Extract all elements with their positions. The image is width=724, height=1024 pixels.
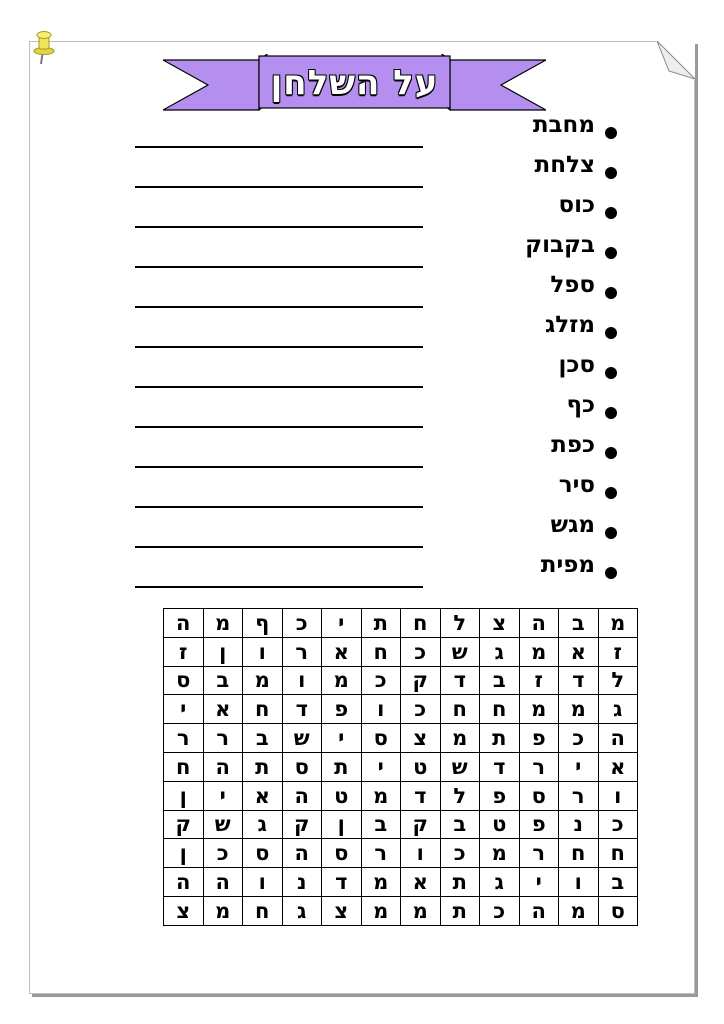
grid-cell[interactable]: ה — [164, 609, 204, 638]
grid-cell[interactable]: מ — [361, 868, 401, 897]
word-label: ספל — [550, 272, 595, 298]
grid-cell[interactable]: ר — [559, 781, 599, 810]
grid-cell[interactable]: ש — [282, 724, 322, 753]
grid-cell[interactable]: ל — [440, 781, 480, 810]
word-row-7 — [135, 352, 617, 400]
grid-row — [164, 666, 638, 695]
grid-cell[interactable]: ק — [401, 666, 441, 695]
grid-cell[interactable]: צ — [401, 724, 441, 753]
answer-line — [135, 586, 423, 588]
word-label: בקבוק — [525, 232, 595, 258]
bullet-icon — [605, 367, 617, 379]
grid-cell[interactable]: ס — [243, 839, 283, 868]
grid-cell[interactable]: ה — [203, 868, 243, 897]
grid-cell[interactable]: ו — [559, 868, 599, 897]
bullet-icon — [605, 127, 617, 139]
grid-cell[interactable]: מ — [401, 896, 441, 925]
grid-cell[interactable]: י — [519, 868, 559, 897]
grid-cell[interactable]: צ — [164, 896, 204, 925]
grid-cell[interactable]: מ — [203, 609, 243, 638]
grid-row — [164, 752, 638, 781]
grid-cell[interactable]: ב — [440, 810, 480, 839]
word-row-8 — [135, 392, 617, 440]
grid-cell[interactable]: ק — [164, 810, 204, 839]
grid-cell[interactable]: ד — [322, 868, 362, 897]
grid-cell[interactable]: ו — [282, 666, 322, 695]
bullet-icon — [605, 567, 617, 579]
grid-cell[interactable]: ן — [322, 810, 362, 839]
grid-cell[interactable]: ג — [598, 695, 638, 724]
word-search-grid — [163, 608, 638, 926]
bullet-icon — [605, 287, 617, 299]
grid-cell[interactable]: ב — [361, 810, 401, 839]
grid-cell[interactable]: י — [322, 609, 362, 638]
grid-cell[interactable]: ב — [559, 609, 599, 638]
grid-cell[interactable]: כ — [361, 666, 401, 695]
grid-cell[interactable]: מ — [322, 666, 362, 695]
grid-row — [164, 637, 638, 666]
answer-line — [135, 466, 423, 468]
grid-cell[interactable]: ר — [203, 724, 243, 753]
grid-cell[interactable]: ב — [598, 868, 638, 897]
answer-line — [135, 146, 423, 148]
word-row-10 — [135, 472, 617, 520]
word-label: סכן — [558, 352, 595, 378]
grid-cell[interactable]: ד — [401, 781, 441, 810]
grid-cell[interactable]: ת — [361, 609, 401, 638]
grid-cell[interactable]: ן — [164, 839, 204, 868]
word-row-9 — [135, 432, 617, 480]
word-row-2 — [135, 152, 617, 200]
grid-cell[interactable]: ג — [480, 868, 520, 897]
grid-cell[interactable]: כ — [480, 896, 520, 925]
grid-cell[interactable]: י — [361, 752, 401, 781]
answer-line — [135, 226, 423, 228]
grid-cell[interactable]: א — [203, 695, 243, 724]
grid-cell[interactable]: ת — [480, 724, 520, 753]
grid-cell[interactable]: ז — [598, 637, 638, 666]
answer-line — [135, 186, 423, 188]
grid-cell[interactable]: ו — [243, 637, 283, 666]
answer-line — [135, 546, 423, 548]
grid-cell[interactable]: כ — [203, 839, 243, 868]
grid-cell[interactable]: ח — [401, 609, 441, 638]
grid-cell[interactable]: ה — [519, 896, 559, 925]
grid-cell[interactable]: ה — [598, 724, 638, 753]
grid-cell[interactable]: ו — [243, 868, 283, 897]
grid-cell[interactable]: מ — [559, 695, 599, 724]
grid-cell[interactable]: ח — [480, 695, 520, 724]
pushpin-icon — [30, 30, 58, 66]
grid-cell[interactable]: ט — [480, 810, 520, 839]
grid-row — [164, 868, 638, 897]
grid-row — [164, 810, 638, 839]
grid-cell[interactable]: כ — [559, 724, 599, 753]
grid-cell[interactable]: פ — [519, 810, 559, 839]
grid-cell[interactable]: ח — [598, 839, 638, 868]
grid-cell[interactable]: פ — [322, 695, 362, 724]
grid-cell[interactable]: ח — [559, 839, 599, 868]
word-label: מחבת — [532, 112, 595, 138]
grid-cell[interactable]: כ — [282, 609, 322, 638]
grid-cell[interactable]: ת — [440, 896, 480, 925]
grid-cell[interactable]: ף — [243, 609, 283, 638]
grid-cell[interactable]: ת — [322, 752, 362, 781]
grid-cell[interactable]: ה — [282, 781, 322, 810]
grid-cell[interactable]: א — [598, 752, 638, 781]
word-label: כף — [566, 392, 595, 418]
grid-cell[interactable]: ן — [164, 781, 204, 810]
grid-cell[interactable]: ד — [559, 666, 599, 695]
grid-cell[interactable]: מ — [361, 781, 401, 810]
grid-cell[interactable]: ל — [440, 609, 480, 638]
grid-cell[interactable]: א — [322, 637, 362, 666]
grid-cell[interactable]: ש — [440, 637, 480, 666]
page-curl-icon — [657, 41, 695, 79]
grid-cell[interactable]: ד — [440, 666, 480, 695]
word-label: כפת — [551, 432, 595, 458]
grid-cell[interactable]: ד — [480, 752, 520, 781]
grid-cell[interactable]: צ — [480, 609, 520, 638]
grid-cell[interactable]: מ — [243, 666, 283, 695]
word-label: מגש — [550, 512, 595, 538]
grid-cell[interactable]: ג — [480, 637, 520, 666]
grid-cell[interactable]: ט — [401, 752, 441, 781]
grid-row — [164, 839, 638, 868]
grid-cell[interactable]: ק — [401, 810, 441, 839]
grid-cell[interactable]: ג — [243, 810, 283, 839]
grid-cell[interactable]: ל — [598, 666, 638, 695]
grid-cell[interactable]: ר — [282, 637, 322, 666]
grid-row — [164, 724, 638, 753]
grid-cell[interactable]: פ — [480, 781, 520, 810]
word-row-4 — [135, 232, 617, 280]
answer-line — [135, 426, 423, 428]
grid-cell[interactable]: ח — [361, 637, 401, 666]
grid-cell[interactable]: ס — [361, 724, 401, 753]
word-label: סיר — [558, 472, 595, 498]
grid-cell[interactable]: ר — [164, 724, 204, 753]
grid-cell[interactable]: ס — [164, 666, 204, 695]
grid-cell[interactable]: מ — [519, 695, 559, 724]
grid-cell[interactable]: ר — [519, 752, 559, 781]
grid-cell[interactable]: ו — [598, 781, 638, 810]
word-label: צלחת — [534, 152, 595, 178]
grid-cell[interactable]: ז — [519, 666, 559, 695]
grid-cell[interactable]: ה — [164, 868, 204, 897]
grid-row — [164, 781, 638, 810]
grid-cell[interactable]: י — [322, 724, 362, 753]
grid-cell[interactable]: כ — [440, 839, 480, 868]
answer-line — [135, 386, 423, 388]
grid-cell[interactable]: ס — [598, 896, 638, 925]
grid-cell[interactable]: ב — [203, 666, 243, 695]
grid-cell[interactable]: ן — [203, 637, 243, 666]
grid-cell[interactable]: מ — [598, 609, 638, 638]
grid-cell[interactable]: ה — [203, 752, 243, 781]
grid-cell[interactable]: ה — [519, 609, 559, 638]
grid-row — [164, 695, 638, 724]
grid-cell[interactable]: ב — [480, 666, 520, 695]
grid-cell[interactable]: נ — [559, 810, 599, 839]
grid-cell[interactable]: ב — [243, 724, 283, 753]
word-label: מפית — [540, 552, 595, 578]
grid-cell[interactable]: ר — [519, 839, 559, 868]
answer-line — [135, 266, 423, 268]
answer-line — [135, 306, 423, 308]
grid-cell[interactable]: ס — [519, 781, 559, 810]
page-title: על השלחן — [270, 63, 439, 103]
grid-cell[interactable]: ה — [282, 839, 322, 868]
bullet-icon — [605, 247, 617, 259]
grid-cell[interactable]: א — [243, 781, 283, 810]
grid-cell[interactable]: מ — [480, 839, 520, 868]
grid-cell[interactable]: ח — [164, 752, 204, 781]
grid-row — [164, 609, 638, 638]
grid-cell[interactable]: ס — [322, 839, 362, 868]
grid-row — [164, 896, 638, 925]
grid-cell[interactable]: ד — [282, 695, 322, 724]
bullet-icon — [605, 327, 617, 339]
grid-cell[interactable]: ו — [401, 839, 441, 868]
grid-cell[interactable]: ס — [282, 752, 322, 781]
grid-cell[interactable]: כ — [401, 637, 441, 666]
grid-cell[interactable]: ח — [440, 695, 480, 724]
grid-cell[interactable]: ת — [440, 868, 480, 897]
grid-cell[interactable]: מ — [440, 724, 480, 753]
word-label: מזלג — [544, 312, 595, 338]
bullet-icon — [605, 447, 617, 459]
word-row-12 — [135, 552, 617, 600]
grid-cell[interactable]: מ — [519, 637, 559, 666]
grid-cell[interactable]: ת — [243, 752, 283, 781]
grid-cell[interactable]: ג — [282, 896, 322, 925]
bullet-icon — [605, 167, 617, 179]
grid-cell[interactable]: ח — [243, 695, 283, 724]
grid-cell[interactable]: ש — [203, 810, 243, 839]
grid-cell[interactable]: א — [401, 868, 441, 897]
grid-cell[interactable]: ז — [164, 637, 204, 666]
bullet-icon — [605, 407, 617, 419]
bullet-icon — [605, 527, 617, 539]
grid-cell[interactable]: ו — [361, 695, 401, 724]
grid-cell[interactable]: צ — [322, 896, 362, 925]
answer-line — [135, 346, 423, 348]
grid-cell[interactable]: פ — [519, 724, 559, 753]
word-label: כוס — [558, 192, 595, 218]
grid-cell[interactable]: ק — [282, 810, 322, 839]
grid-cell[interactable]: א — [559, 637, 599, 666]
grid-cell[interactable]: י — [559, 752, 599, 781]
grid-cell[interactable]: י — [164, 695, 204, 724]
grid-cell[interactable]: כ — [401, 695, 441, 724]
answer-line — [135, 506, 423, 508]
grid-cell[interactable]: מ — [361, 896, 401, 925]
grid-cell[interactable]: ש — [440, 752, 480, 781]
grid-cell[interactable]: ט — [322, 781, 362, 810]
grid-cell[interactable]: מ — [203, 896, 243, 925]
grid-cell[interactable]: י — [203, 781, 243, 810]
word-row-6 — [135, 312, 617, 360]
bullet-icon — [605, 207, 617, 219]
grid-cell[interactable]: נ — [282, 868, 322, 897]
bullet-icon — [605, 487, 617, 499]
grid-cell[interactable]: כ — [598, 810, 638, 839]
grid-cell[interactable]: ח — [243, 896, 283, 925]
grid-cell[interactable]: מ — [559, 896, 599, 925]
grid-cell[interactable]: ר — [361, 839, 401, 868]
